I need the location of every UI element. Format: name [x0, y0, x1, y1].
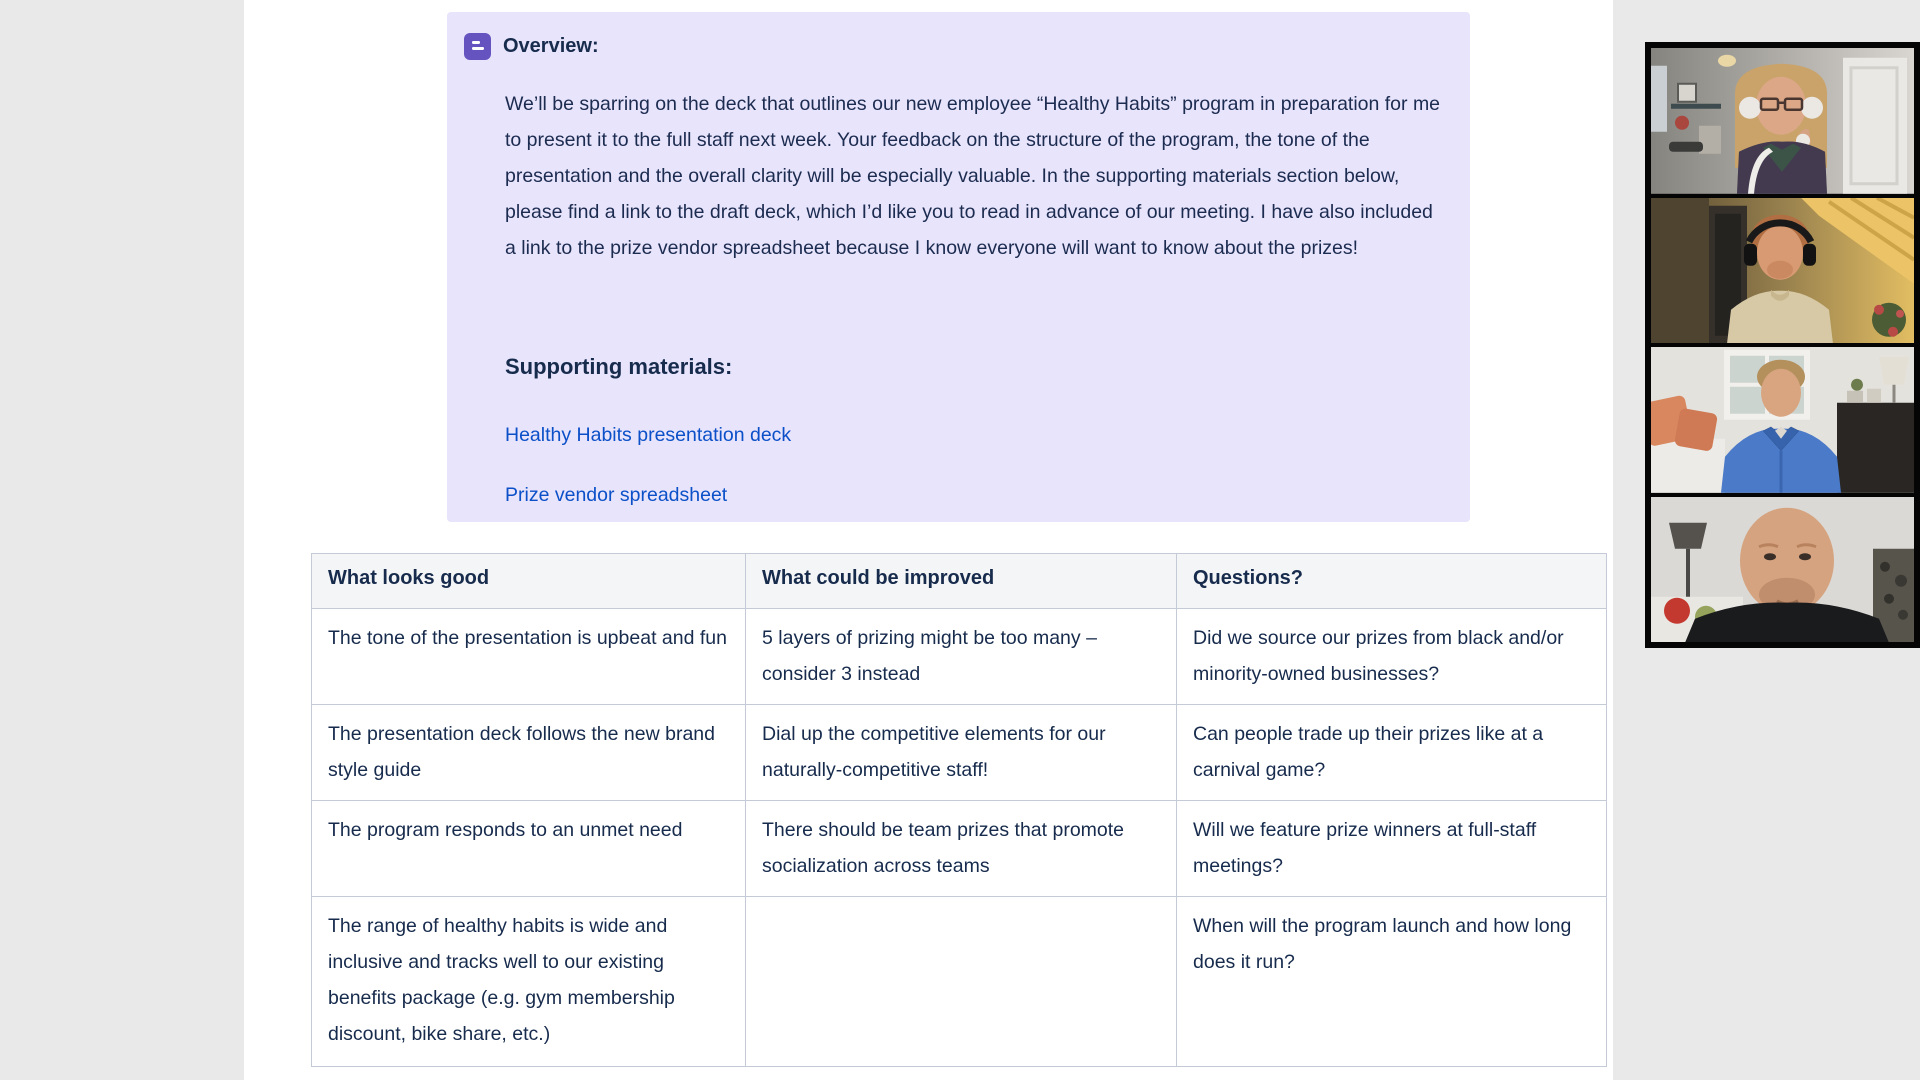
table-cell: There should be team prizes that promote socialization across teams	[746, 801, 1177, 897]
table-cell: The presentation deck follows the new brand style guide	[312, 705, 746, 801]
link-presentation-deck[interactable]: Healthy Habits presentation deck	[505, 424, 792, 446]
feedback-table-container	[311, 553, 1607, 1067]
table-row	[312, 801, 1607, 897]
participant-video-1[interactable]	[1651, 48, 1914, 194]
overview-panel-header	[463, 32, 599, 61]
participant-video-2[interactable]	[1651, 198, 1914, 344]
participant-video-3[interactable]	[1651, 347, 1914, 493]
table-header-row	[312, 554, 1607, 609]
column-header-questions: Questions?	[1177, 554, 1607, 609]
table-row	[312, 705, 1607, 801]
table-cell: Dial up the competitive elements for our naturally-competitive staff!	[746, 705, 1177, 801]
table-cell: When will the program launch and how long does it run?	[1177, 897, 1607, 1067]
supporting-materials-heading: Supporting materials:	[505, 354, 733, 379]
overview-panel	[447, 12, 1470, 522]
participant-video-4[interactable]	[1651, 497, 1914, 643]
overview-title: Overview:	[503, 35, 599, 57]
table-cell: The tone of the presentation is upbeat and fun	[312, 609, 746, 705]
table-cell	[746, 897, 1177, 1067]
table-row	[312, 609, 1607, 705]
table-row	[312, 897, 1607, 1067]
link-prize-vendor-spreadsheet[interactable]: Prize vendor spreadsheet	[505, 484, 728, 506]
video-call-strip	[1645, 42, 1920, 648]
table-cell: Can people trade up their prizes like at a carnival game?	[1177, 705, 1607, 801]
note-icon	[463, 32, 492, 61]
document-page	[244, 0, 1613, 1080]
table-cell: The program responds to an unmet need	[312, 801, 746, 897]
table-cell: Did we source our prizes from black and/or minority-owned businesses?	[1177, 609, 1607, 705]
feedback-table	[311, 553, 1607, 1067]
table-cell: The range of healthy habits is wide and inclusive and tracks well to our existing benefits package (e.g. gym membership discount, bike share, etc.)	[312, 897, 746, 1067]
overview-paragraph: We’ll be sparring on the deck that outlines our new employee “Healthy Habits” program in preparation for me to present it to the full staff next week. Your feedback on the structure of the program, the tone of the presentation and the overall clarity will be especially valuable. In the supporting materials section below, please find a link to the draft deck, which I’d like you to read in advance of our meeting. I have also included a link to the prize vendor spreadsheet because I know everyone will want to know about the prizes!	[505, 93, 1441, 259]
table-cell: Will we feature prize winners at full-staff meetings?	[1177, 801, 1607, 897]
column-header-what-could-be-improved: What could be improved	[746, 554, 1177, 609]
table-cell: 5 layers of prizing might be too many – consider 3 instead	[746, 609, 1177, 705]
column-header-what-looks-good: What looks good	[312, 554, 746, 609]
